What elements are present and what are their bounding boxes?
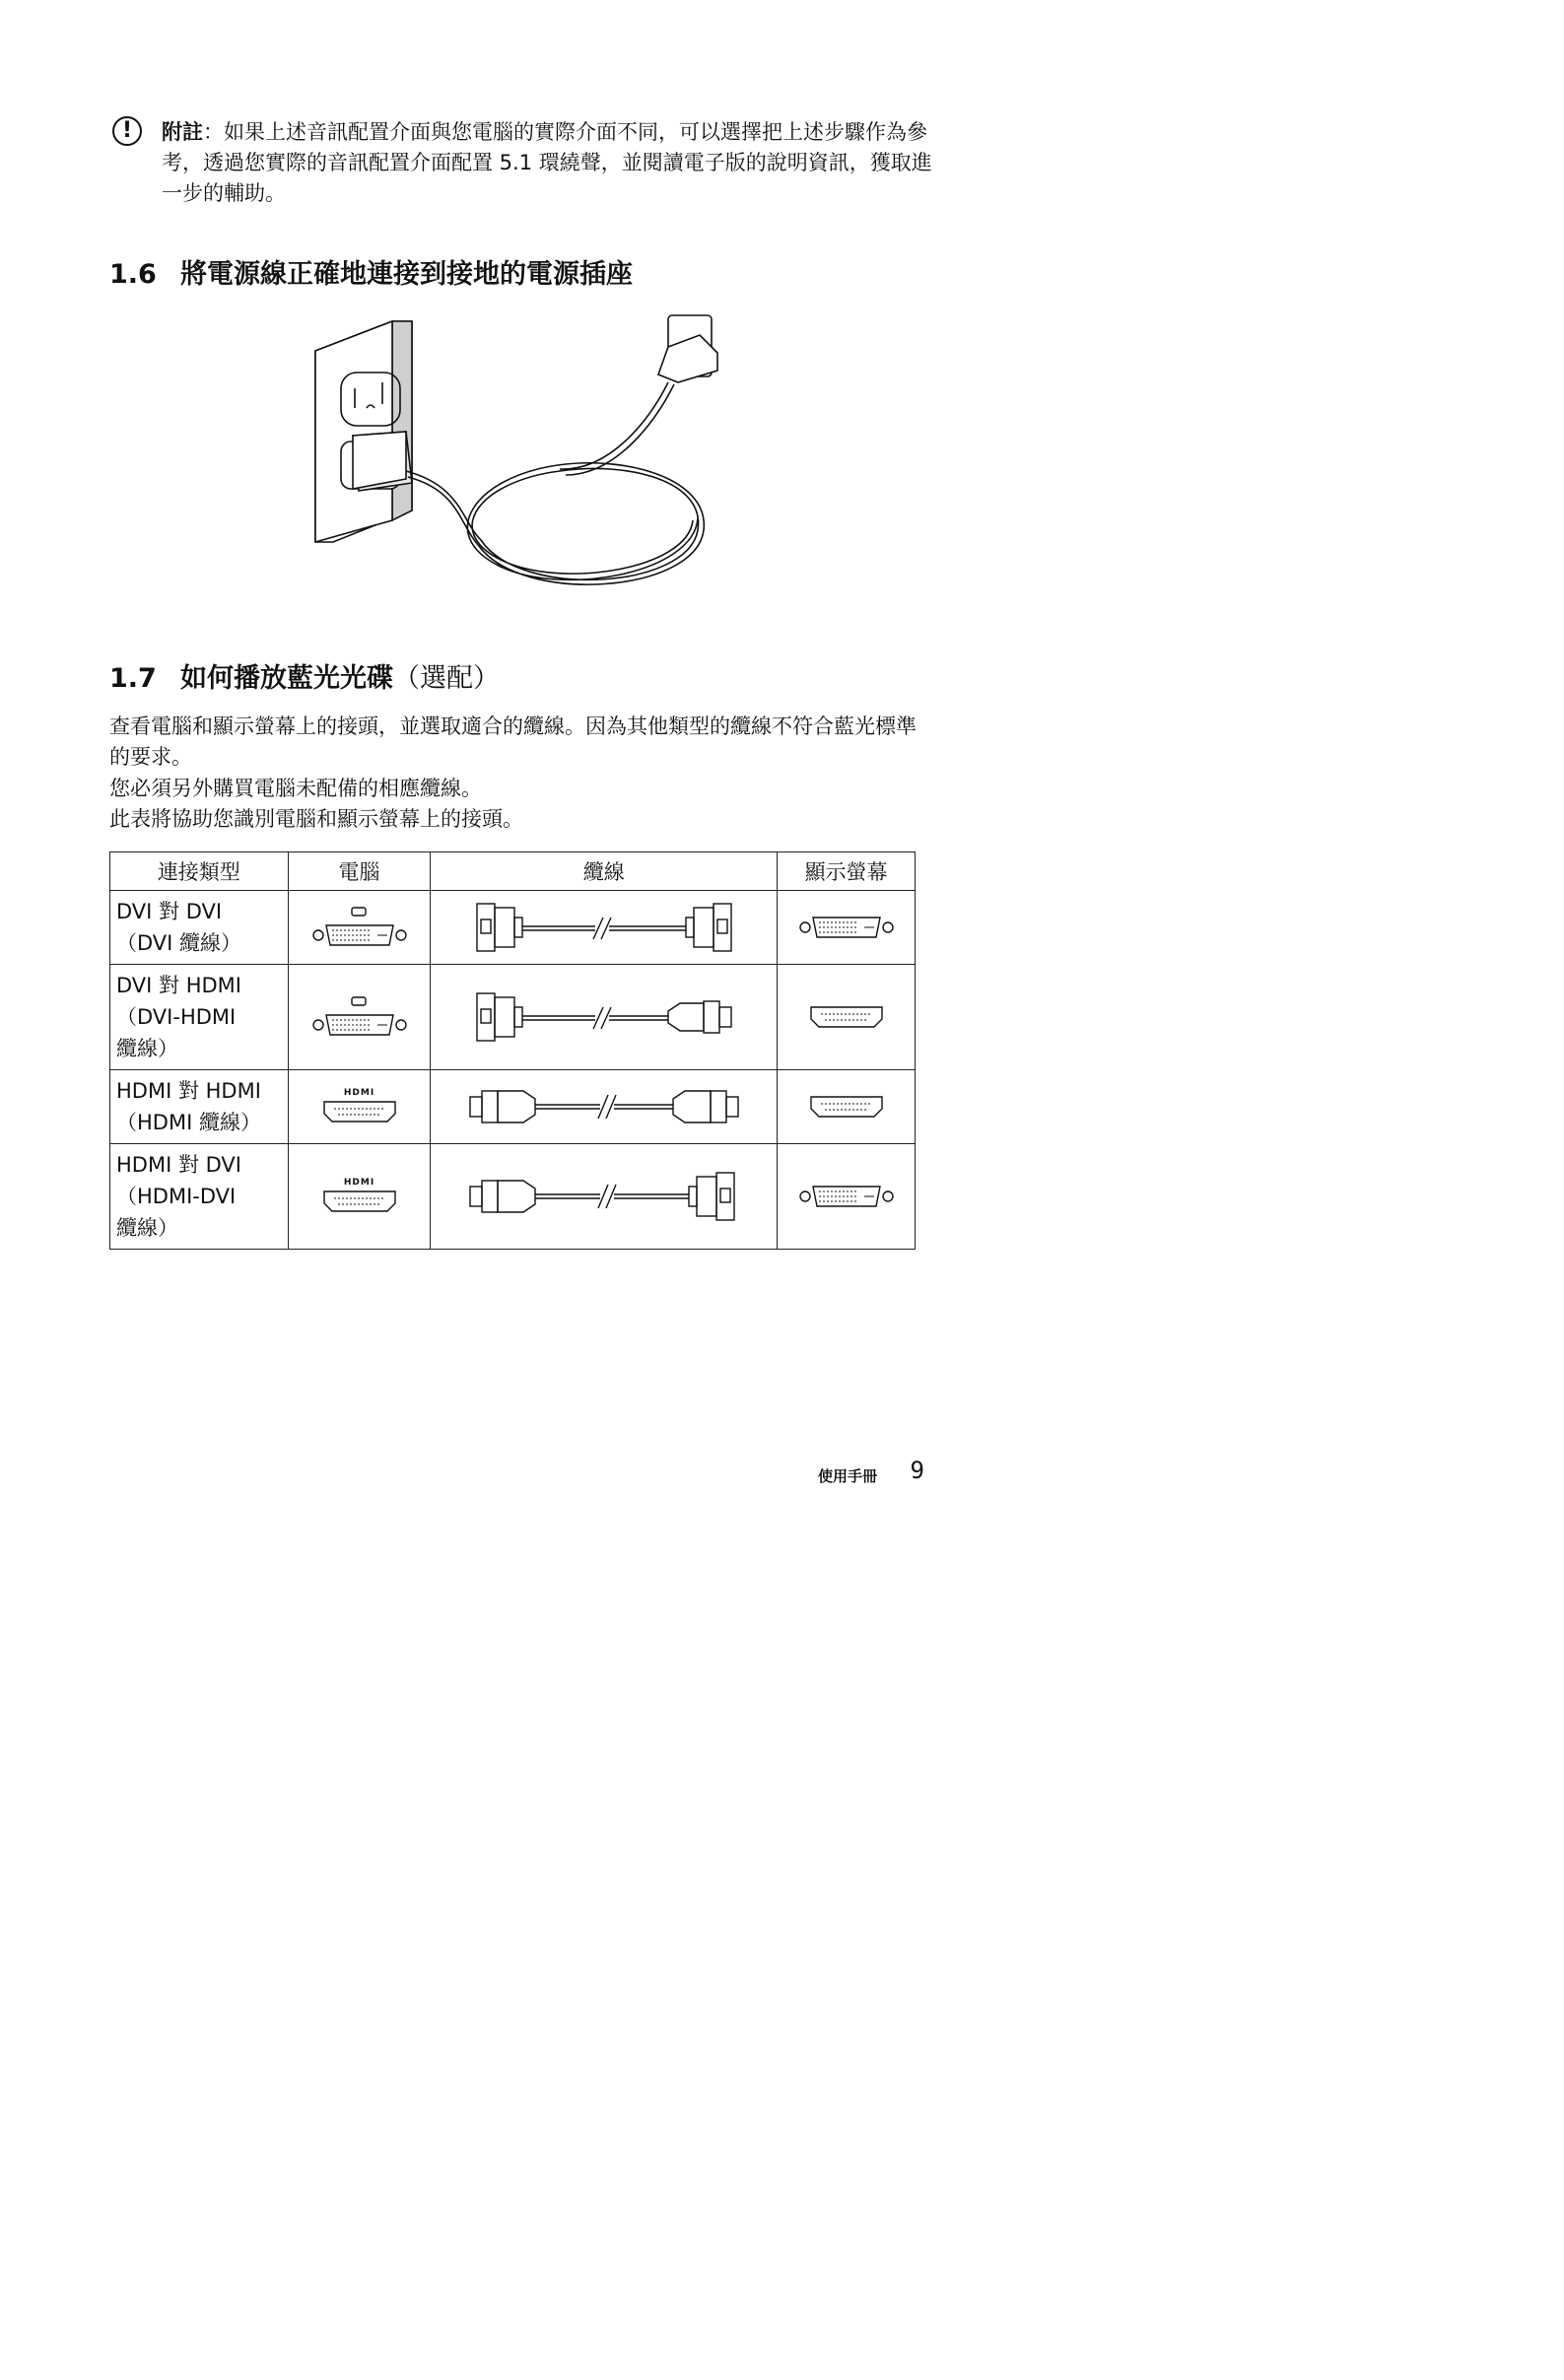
monitor-port-cell (778, 1070, 916, 1144)
type-line: （HDMI 纜線） (116, 1111, 261, 1134)
type-line: DVI 對 DVI (116, 900, 223, 923)
table-row (110, 965, 916, 1070)
dvi-dvi-cable-icon (471, 898, 737, 957)
warning-icon: ! (112, 116, 142, 146)
hdmi-logo: HDMI (343, 1088, 375, 1098)
section-number: 1.6 (109, 259, 157, 290)
section-heading-1-7 (109, 656, 500, 695)
section-heading-1-6 (109, 252, 633, 291)
hdmi-port-icon (807, 1093, 886, 1121)
dvi-port-icon (308, 995, 411, 1039)
cable-cell (431, 1144, 778, 1250)
hdmi-hdmi-cable-icon (466, 1085, 742, 1128)
paragraph: 您必須另外購買電腦未配備的相應纜線。 (109, 777, 482, 800)
header-cell: 纜線 (431, 852, 778, 891)
type-line: （DVI 纜線） (116, 931, 242, 955)
section-number: 1.7 (109, 663, 157, 694)
connection-type (110, 891, 289, 965)
section-title: 將電源線正確地連接到接地的電源插座 (180, 259, 633, 290)
header-cell: 電腦 (288, 852, 431, 891)
monitor-port-cell (778, 1144, 916, 1250)
dvi-hdmi-cable-icon (471, 987, 737, 1047)
paragraph: 查看電腦和顯示螢幕上的接頭，並選取適合的纜線。因為其他類型的纜線不符合藍光標準的要求。 (109, 714, 917, 769)
page-number: 9 (910, 1457, 924, 1484)
hdmi-port-icon (807, 1003, 886, 1031)
computer-port-cell (288, 1070, 431, 1144)
computer-port-cell (288, 1144, 431, 1250)
dvi-port-icon (795, 1182, 898, 1211)
type-line: HDMI 對 HDMI (116, 1079, 261, 1103)
cable-cell (431, 1070, 778, 1144)
connector-table (109, 851, 916, 1250)
type-line: （DVI-HDMI (116, 1005, 237, 1029)
type-line: （HDMI-DVI (116, 1185, 237, 1208)
computer-port-cell (288, 891, 431, 965)
type-line: 纜線） (116, 1216, 178, 1240)
table-row (110, 1070, 916, 1144)
note (162, 117, 940, 209)
optional-label: （選配） (393, 663, 500, 694)
dvi-port-icon (795, 913, 898, 942)
hdmi-dvi-cable-icon (466, 1167, 742, 1226)
dvi-port-icon (308, 906, 411, 949)
cable-cell (431, 965, 778, 1070)
type-line: HDMI 對 DVI (116, 1153, 241, 1177)
monitor-port-cell (778, 965, 916, 1070)
hdmi-port-icon (320, 1188, 399, 1215)
cable-cell (431, 891, 778, 965)
connection-type (110, 1144, 289, 1250)
note-lead: 附註 (162, 120, 203, 144)
connection-type (110, 965, 289, 1070)
paragraph: 此表將協助您識別電腦和顯示螢幕上的接頭。 (109, 807, 523, 831)
computer-port-cell (288, 965, 431, 1070)
header-cell: 連接類型 (110, 852, 289, 891)
type-line: 纜線） (116, 1037, 178, 1060)
connection-type (110, 1070, 289, 1144)
table-header-row (110, 852, 916, 891)
power-outlet-illustration (313, 313, 727, 619)
type-line: DVI 對 HDMI (116, 974, 241, 997)
hdmi-logo: HDMI (343, 1178, 375, 1188)
table-row (110, 891, 916, 965)
table-row (110, 1144, 916, 1250)
monitor-port-cell (778, 891, 916, 965)
footer-label: 使用手冊 (817, 1467, 877, 1485)
header-cell: 顯示螢幕 (778, 852, 916, 891)
hdmi-port-icon (320, 1098, 399, 1125)
section-title: 如何播放藍光光碟 (180, 663, 393, 694)
note-text: ：如果上述音訊配置介面與您電腦的實際介面不同，可以選擇把上述步驟作為參考，透過您實際的音訊配置介面配置 5.1 環繞聲，並閱讀電子版的說明資訊，獲取進一步的輔助。 (162, 120, 932, 205)
